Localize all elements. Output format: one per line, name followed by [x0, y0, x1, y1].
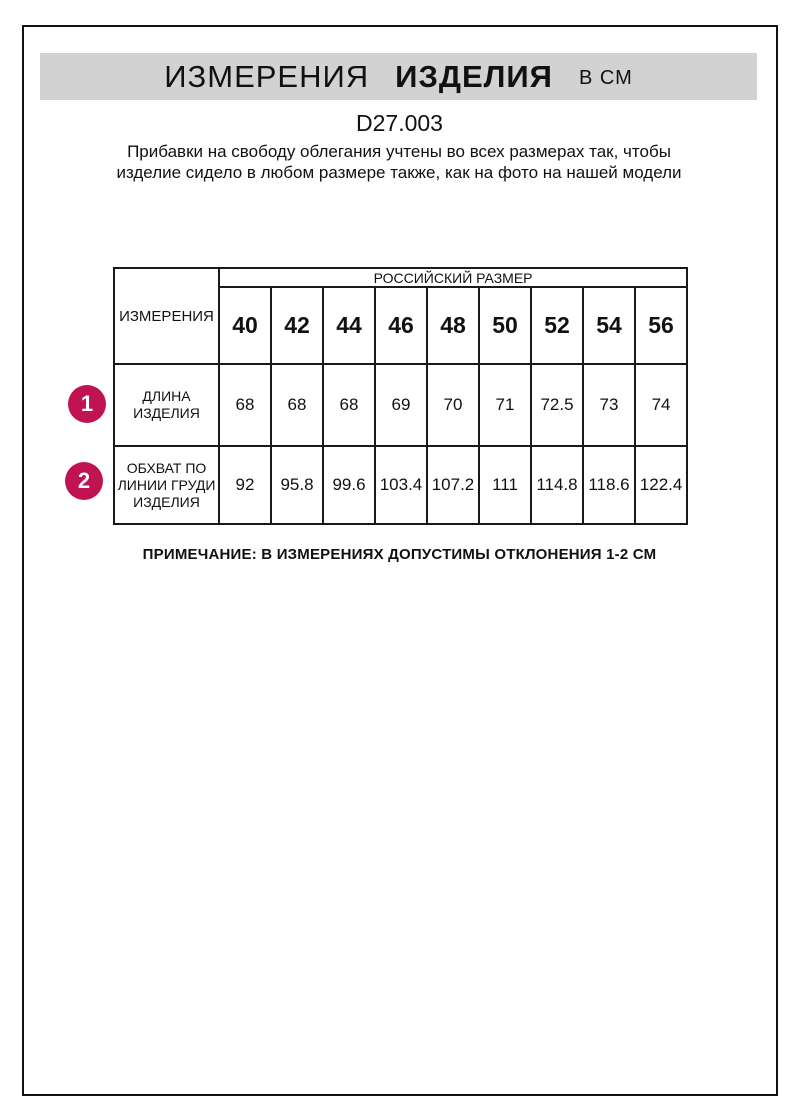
table-row-chest — [114, 446, 687, 524]
fit-description: Прибавки на свободу облегания учтены во всех размерах так, чтобы изделие сидело в любом размере также, как на фото на нашей модели — [116, 142, 682, 182]
size-header: 44 — [323, 287, 375, 364]
length-value: 74 — [635, 364, 687, 446]
size-header: 52 — [531, 287, 583, 364]
row-number-badge-2: 2 — [65, 462, 103, 500]
tolerance-note: ПРИМЕЧАНИЕ: В ИЗМЕРЕНИЯХ ДОПУСТИМЫ ОТКЛОНЕНИЯ 1-2 СМ — [142, 546, 657, 563]
size-table — [113, 267, 688, 525]
measurements-header-cell: ИЗМЕРЕНИЯ — [114, 268, 219, 364]
title-word-product: ИЗДЕЛИЯ — [395, 58, 553, 94]
length-value: 68 — [219, 364, 271, 446]
length-value: 73 — [583, 364, 635, 446]
size-header: 46 — [375, 287, 427, 364]
row-label-chest: ОБХВАТ ПО ЛИНИИ ГРУДИ ИЗДЕЛИЯ — [114, 446, 219, 524]
size-header: 56 — [635, 287, 687, 364]
title-unit-cm: В СМ — [578, 67, 633, 89]
length-value: 68 — [271, 364, 323, 446]
chest-value: 95.8 — [271, 446, 323, 524]
size-header: 42 — [271, 287, 323, 364]
length-value: 72.5 — [531, 364, 583, 446]
russian-size-header-cell: РОССИЙСКИЙ РАЗМЕР — [219, 268, 687, 287]
chest-value: 111 — [479, 446, 531, 524]
length-value: 70 — [427, 364, 479, 446]
chest-value: 118.6 — [583, 446, 635, 524]
size-header: 50 — [479, 287, 531, 364]
chest-value: 103.4 — [375, 446, 427, 524]
size-header: 54 — [583, 287, 635, 364]
length-value: 69 — [375, 364, 427, 446]
title-bar — [40, 53, 757, 100]
row-number-badge-1: 1 — [68, 385, 106, 423]
length-value: 71 — [479, 364, 531, 446]
chest-value: 114.8 — [531, 446, 583, 524]
row-label-length: ДЛИНА ИЗДЕЛИЯ — [114, 364, 219, 446]
article-code: D27.003 — [356, 110, 443, 136]
title-word-measurements: ИЗМЕРЕНИЯ — [164, 58, 370, 94]
size-header: 40 — [219, 287, 271, 364]
size-table-wrap — [113, 267, 688, 525]
size-header: 48 — [427, 287, 479, 364]
chest-value: 107.2 — [427, 446, 479, 524]
table-row-length — [114, 364, 687, 446]
chest-value: 122.4 — [635, 446, 687, 524]
chest-value: 92 — [219, 446, 271, 524]
chest-value: 99.6 — [323, 446, 375, 524]
length-value: 68 — [323, 364, 375, 446]
